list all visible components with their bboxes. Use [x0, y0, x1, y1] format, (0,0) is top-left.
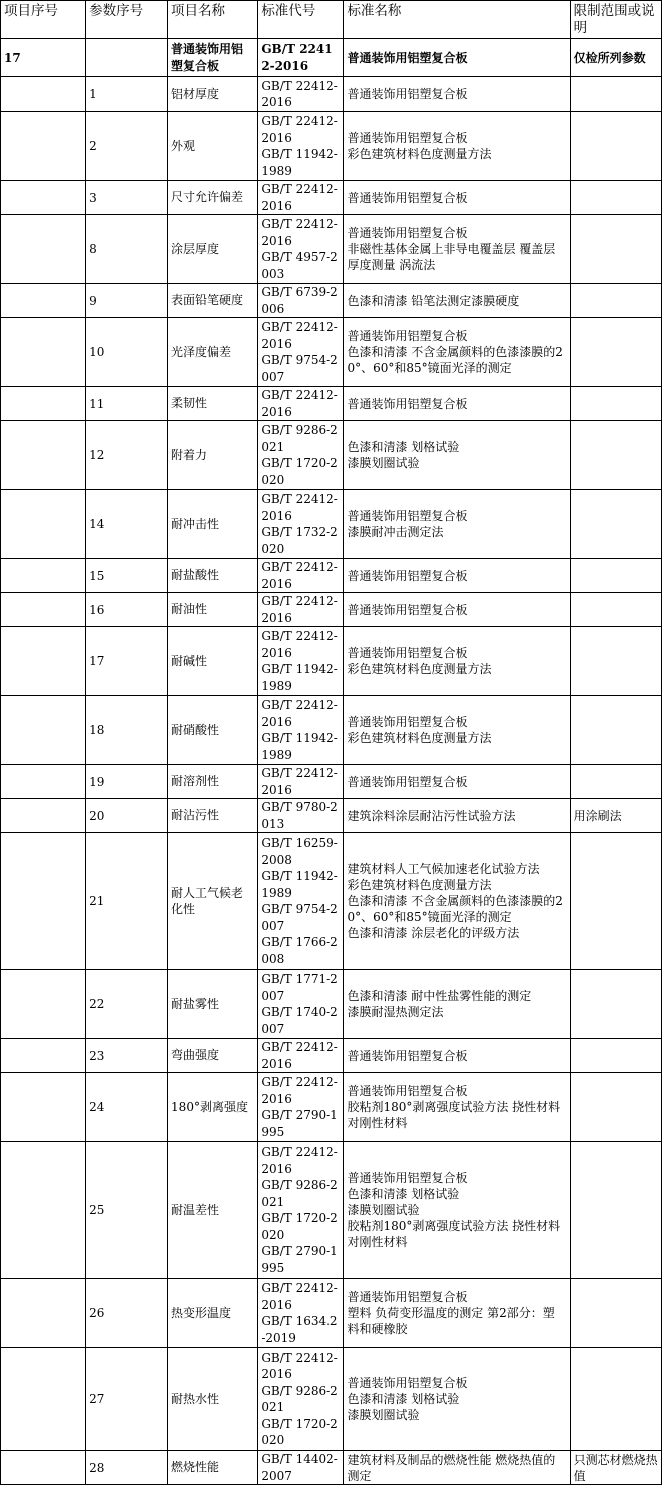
- param-no-cell: 27: [86, 1348, 168, 1451]
- param-no-cell: 20: [86, 799, 168, 833]
- header-project-no: 项目序号: [1, 1, 86, 39]
- standard-name-cell: 色漆和清漆 划格试验 漆膜划圈试验: [344, 421, 570, 490]
- item-name-cell: 耐人工气候老化性: [168, 833, 258, 970]
- header-limit-note: 限制范围或说明: [570, 1, 661, 39]
- note-cell: [570, 627, 661, 696]
- standard-name-cell: 建筑涂料涂层耐沾污性试验方法: [344, 799, 570, 833]
- note-cell: [570, 970, 661, 1039]
- table-row: [1, 1073, 662, 1142]
- header-row: [1, 1, 662, 39]
- standard-name-cell: 普通装饰用铝塑复合板 彩色建筑材料色度测量方法: [344, 696, 570, 765]
- project-no-cell: [1, 559, 86, 593]
- table-row: [1, 627, 662, 696]
- project-no: 17: [1, 39, 86, 77]
- note-cell: [570, 1073, 661, 1142]
- project-no-cell: [1, 970, 86, 1039]
- project-no-cell: [1, 1348, 86, 1451]
- project-name: 普通装饰用铝塑复合板: [168, 39, 258, 77]
- item-name-cell: 表面铅笔硬度: [168, 284, 258, 318]
- standard-code-cell: GB/T 22412-2016: [258, 559, 344, 593]
- standard-name-cell: 色漆和清漆 铅笔法测定漆膜硬度: [344, 284, 570, 318]
- standard-code-cell: GB/T 22412-2016 GB/T 2790-1995: [258, 1073, 344, 1142]
- standard-name-cell: 普通装饰用铝塑复合板 塑料 负荷变形温度的测定 第2部分：塑料和硬橡胶: [344, 1279, 570, 1348]
- standard-name-cell: 普通装饰用铝塑复合板 色漆和清漆 划格试验 漆膜划圈试验: [344, 1348, 570, 1451]
- note-cell: [570, 215, 661, 284]
- standard-code-cell: GB/T 22412-2016 GB/T 1634.2-2019: [258, 1279, 344, 1348]
- standard-code-cell: GB/T 22412-2016 GB/T 11942-1989: [258, 627, 344, 696]
- param-no-cell: 25: [86, 1142, 168, 1279]
- note-cell: [570, 593, 661, 627]
- standard-name-cell: 普通装饰用铝塑复合板: [344, 387, 570, 421]
- project-standard: 普通装饰用铝塑复合板: [344, 39, 570, 77]
- param-no-cell: 9: [86, 284, 168, 318]
- item-name-cell: 耐溶剂性: [168, 765, 258, 799]
- table-row: [1, 559, 662, 593]
- note-cell: [570, 490, 661, 559]
- note-cell: [570, 559, 661, 593]
- note-cell: [570, 696, 661, 765]
- project-no-cell: [1, 799, 86, 833]
- standard-code-cell: GB/T 22412-2016 GB/T 4957-2003: [258, 215, 344, 284]
- param-no-cell: 18: [86, 696, 168, 765]
- project-no-cell: [1, 112, 86, 181]
- project-no-cell: [1, 284, 86, 318]
- note-cell: 用涂刷法: [570, 799, 661, 833]
- note-cell: [570, 1348, 661, 1451]
- header-standard-name: 标准名称: [344, 1, 570, 39]
- standard-code-cell: GB/T 1771-2007 GB/T 1740-2007: [258, 970, 344, 1039]
- table-row: [1, 421, 662, 490]
- standard-name-cell: 普通装饰用铝塑复合板 非磁性基体金属上非导电覆盖层 覆盖层厚度测量 涡流法: [344, 215, 570, 284]
- project-no-cell: [1, 833, 86, 970]
- project-no-cell: [1, 318, 86, 387]
- standard-name-cell: 普通装饰用铝塑复合板: [344, 559, 570, 593]
- table-row: [1, 1348, 662, 1451]
- standard-code-cell: GB/T 16259-2008 GB/T 11942-1989 GB/T 9754-2007 GB/T 1766-2008: [258, 833, 344, 970]
- standard-name-cell: 普通装饰用铝塑复合板 彩色建筑材料色度测量方法: [344, 112, 570, 181]
- standard-code-cell: GB/T 6739-2006: [258, 284, 344, 318]
- project-no-cell: [1, 387, 86, 421]
- note-cell: [570, 112, 661, 181]
- param-no-cell: 12: [86, 421, 168, 490]
- param-no-cell: 1: [86, 77, 168, 112]
- standard-code-cell: GB/T 22412-2016 GB/T 11942-1989: [258, 696, 344, 765]
- project-no-cell: [1, 490, 86, 559]
- param-no-cell: 11: [86, 387, 168, 421]
- item-name-cell: 耐盐酸性: [168, 559, 258, 593]
- item-name-cell: 热变形温度: [168, 1279, 258, 1348]
- item-name-cell: 涂层厚度: [168, 215, 258, 284]
- table-row: [1, 181, 662, 215]
- table-row: [1, 77, 662, 112]
- item-name-cell: 耐沾污性: [168, 799, 258, 833]
- table-row: [1, 1451, 662, 1485]
- standard-name-cell: 普通装饰用铝塑复合板: [344, 181, 570, 215]
- table-row: [1, 593, 662, 627]
- param-no-cell: 26: [86, 1279, 168, 1348]
- param-no-cell: 19: [86, 765, 168, 799]
- standard-code-cell: GB/T 22412-2016: [258, 181, 344, 215]
- note-cell: [570, 387, 661, 421]
- param-no-cell: 10: [86, 318, 168, 387]
- table-body: [1, 39, 662, 1485]
- table-row: [1, 490, 662, 559]
- item-name-cell: 柔韧性: [168, 387, 258, 421]
- standard-name-cell: 普通装饰用铝塑复合板 色漆和清漆 不含金属颜料的色漆漆膜的20°、60°和85°镜面光泽的测定: [344, 318, 570, 387]
- standard-name-cell: 普通装饰用铝塑复合板: [344, 1039, 570, 1073]
- table-row: [1, 284, 662, 318]
- note-cell: [570, 421, 661, 490]
- param-no-cell: 2: [86, 112, 168, 181]
- project-no-cell: [1, 77, 86, 112]
- project-param-no: [86, 39, 168, 77]
- project-no-cell: [1, 1451, 86, 1485]
- item-name-cell: 耐油性: [168, 593, 258, 627]
- standard-code-cell: GB/T 22412-2016 GB/T 9286-2021 GB/T 1720-2020: [258, 1348, 344, 1451]
- table-row: [1, 387, 662, 421]
- table-row: [1, 970, 662, 1039]
- standard-code-cell: GB/T 22412-2016 GB/T 9286-2021 GB/T 1720-2020 GB/T 2790-1995: [258, 1142, 344, 1279]
- note-cell: [570, 318, 661, 387]
- project-no-cell: [1, 627, 86, 696]
- item-name-cell: 耐冲击性: [168, 490, 258, 559]
- table-row: [1, 318, 662, 387]
- project-code: GB/T 22412-2016: [258, 39, 344, 77]
- standard-code-cell: GB/T 22412-2016: [258, 1039, 344, 1073]
- note-cell: 只测芯材燃烧热值: [570, 1451, 661, 1485]
- item-name-cell: 弯曲强度: [168, 1039, 258, 1073]
- param-no-cell: 21: [86, 833, 168, 970]
- table-row: [1, 799, 662, 833]
- note-cell: [570, 284, 661, 318]
- standard-name-cell: 普通装饰用铝塑复合板 漆膜耐冲击测定法: [344, 490, 570, 559]
- table-row: [1, 112, 662, 181]
- table-row: [1, 215, 662, 284]
- project-no-cell: [1, 593, 86, 627]
- param-no-cell: 22: [86, 970, 168, 1039]
- item-name-cell: 耐盐雾性: [168, 970, 258, 1039]
- note-cell: [570, 1279, 661, 1348]
- param-no-cell: 16: [86, 593, 168, 627]
- standard-name-cell: 建筑材料人工气候加速老化试验方法 彩色建筑材料色度测量方法 色漆和清漆 不含金属颜料的色漆漆膜的20°、60°和85°镜面光泽的测定 色漆和清漆 涂层老化的评级方法: [344, 833, 570, 970]
- project-no-cell: [1, 1073, 86, 1142]
- project-no-cell: [1, 696, 86, 765]
- table-row: [1, 833, 662, 970]
- note-cell: [570, 1039, 661, 1073]
- header-param-no: 参数序号: [86, 1, 168, 39]
- standard-code-cell: GB/T 22412-2016: [258, 387, 344, 421]
- standard-code-cell: GB/T 22412-2016 GB/T 9754-2007: [258, 318, 344, 387]
- project-no-cell: [1, 1279, 86, 1348]
- standard-name-cell: 普通装饰用铝塑复合板: [344, 765, 570, 799]
- table-row: [1, 1279, 662, 1348]
- project-note: 仅检所列参数: [570, 39, 661, 77]
- standard-name-cell: 普通装饰用铝塑复合板 色漆和清漆 划格试验 漆膜划圈试验 胶粘剂180°剥离强度试验方法 挠性材料对刚性材料: [344, 1142, 570, 1279]
- project-no-cell: [1, 421, 86, 490]
- item-name-cell: 耐硝酸性: [168, 696, 258, 765]
- param-no-cell: 8: [86, 215, 168, 284]
- param-no-cell: 24: [86, 1073, 168, 1142]
- project-no-cell: [1, 215, 86, 284]
- item-name-cell: 耐热水性: [168, 1348, 258, 1451]
- table-row: [1, 1142, 662, 1279]
- item-name-cell: 铝材厚度: [168, 77, 258, 112]
- item-name-cell: 180°剥离强度: [168, 1073, 258, 1142]
- param-no-cell: 3: [86, 181, 168, 215]
- standard-code-cell: GB/T 22412-2016: [258, 765, 344, 799]
- item-name-cell: 光泽度偏差: [168, 318, 258, 387]
- standard-code-cell: GB/T 22412-2016: [258, 593, 344, 627]
- standard-name-cell: 普通装饰用铝塑复合板 胶粘剂180°剥离强度试验方法 挠性材料对刚性材料: [344, 1073, 570, 1142]
- table-row: [1, 696, 662, 765]
- item-name-cell: 外观: [168, 112, 258, 181]
- standard-name-cell: 普通装饰用铝塑复合板: [344, 593, 570, 627]
- note-cell: [570, 181, 661, 215]
- note-cell: [570, 77, 661, 112]
- project-no-cell: [1, 1039, 86, 1073]
- item-name-cell: 尺寸允许偏差: [168, 181, 258, 215]
- param-no-cell: 17: [86, 627, 168, 696]
- table-row: [1, 765, 662, 799]
- param-no-cell: 15: [86, 559, 168, 593]
- standard-name-cell: 建筑材料及制品的燃烧性能 燃烧热值的测定: [344, 1451, 570, 1485]
- item-name-cell: 附着力: [168, 421, 258, 490]
- param-no-cell: 23: [86, 1039, 168, 1073]
- project-no-cell: [1, 1142, 86, 1279]
- standard-code-cell: GB/T 22412-2016: [258, 77, 344, 112]
- standard-code-cell: GB/T 22412-2016 GB/T 11942-1989: [258, 112, 344, 181]
- table-row: [1, 1039, 662, 1073]
- standard-name-cell: 普通装饰用铝塑复合板 彩色建筑材料色度测量方法: [344, 627, 570, 696]
- project-no-cell: [1, 765, 86, 799]
- project-row: [1, 39, 662, 77]
- standard-code-cell: GB/T 14402-2007: [258, 1451, 344, 1485]
- standard-code-cell: GB/T 22412-2016 GB/T 1732-2020: [258, 490, 344, 559]
- item-name-cell: 耐温差性: [168, 1142, 258, 1279]
- header-standard-code: 标准代号: [258, 1, 344, 39]
- note-cell: [570, 765, 661, 799]
- param-no-cell: 28: [86, 1451, 168, 1485]
- item-name-cell: 耐碱性: [168, 627, 258, 696]
- project-no-cell: [1, 181, 86, 215]
- standard-code-cell: GB/T 9286-2021 GB/T 1720-2020: [258, 421, 344, 490]
- standard-name-cell: 普通装饰用铝塑复合板: [344, 77, 570, 112]
- item-name-cell: 燃烧性能: [168, 1451, 258, 1485]
- note-cell: [570, 1142, 661, 1279]
- note-cell: [570, 833, 661, 970]
- header-item-name: 项目名称: [168, 1, 258, 39]
- param-no-cell: 14: [86, 490, 168, 559]
- standard-name-cell: 色漆和清漆 耐中性盐雾性能的测定 漆膜耐湿热测定法: [344, 970, 570, 1039]
- standard-code-cell: GB/T 9780-2013: [258, 799, 344, 833]
